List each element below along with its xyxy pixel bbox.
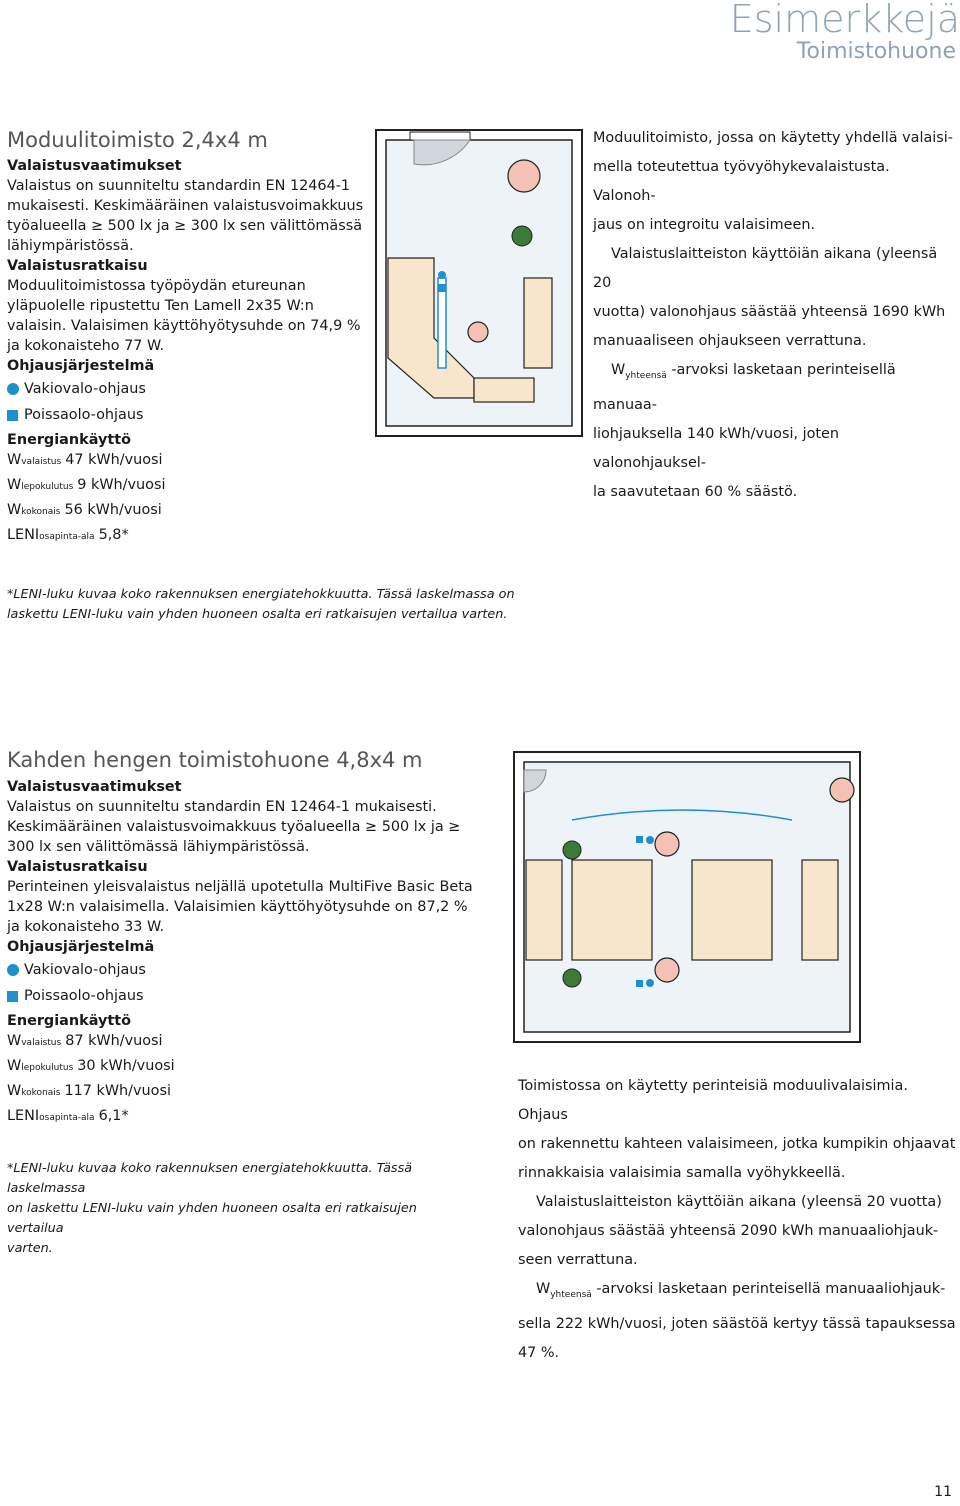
legend-label: Poissaolo-ohjaus [24,407,144,423]
legend-label: Vakiovalo-ohjaus [24,962,146,978]
desc-line: rinnakkaisia valaisimia samalla vyöhykkeellä. [518,1165,846,1181]
energy-subscript: osapinta-ala [39,1113,95,1123]
solution-line: Perinteinen yleisvalaistus neljällä upotetulla MultiFive Basic Beta [7,879,473,895]
legend-label: Poissaolo-ohjaus [24,988,144,1004]
desc-text: -arvoksi lasketaan perinteisellä manuaaliohjauk- [591,1281,946,1297]
desc-line: liohjauksella 140 kWh/vuosi, joten valonohjauksel- [593,425,840,471]
requirements-line: 300 lx sen välittömässä lähiympäristössä. [7,839,310,855]
desc-line: mella toteutettua työvyöhykevalaistusta. Valonoh- [593,159,890,204]
footnote-line: *LENI-luku kuvaa koko rakennuksen energiatehokkuutta. Tässä laskelmassa [7,1161,413,1196]
desc-symbol: W [536,1281,551,1297]
desc-line: Toimistossa on käytetty perinteisiä moduulivalaisimia. Ohjaus [518,1078,908,1123]
desc-line: Valaistuslaitteiston käyttöiän aikana (yleensä 20 [593,246,938,291]
energy-row [7,1106,487,1131]
energy-heading: Energiankäyttö [7,432,131,448]
section2-footnote [7,1159,477,1259]
requirements-line: Keskimääräinen valaistusvoimakkuus työalueella ≥ 500 lx ja ≥ [7,819,461,835]
energy-value: 87 kWh/vuosi [65,1033,163,1049]
energy-value: 9 kWh/vuosi [77,477,166,493]
page-header-subtitle: Toimistohuone [796,39,956,64]
desc-line: seen verrattuna. [518,1252,638,1268]
energy-subscript: valaistus [21,1038,62,1048]
desc-line: Valaistuslaitteiston käyttöiän aikana (yleensä 20 vuotta) [536,1194,942,1210]
energy-value: 5,8* [98,527,129,543]
legend-presence [7,402,367,428]
energy-value: 30 kWh/vuosi [77,1058,175,1074]
section2-text [7,777,487,1131]
legend-label: Vakiovalo-ohjaus [24,381,146,397]
solution-line: Moduulitoimistossa työpöydän etureunan [7,278,306,294]
energy-row [7,1031,487,1056]
desc-line: jaus on integroitu valaisimeen. [593,217,816,233]
legend-constant-light [7,957,487,983]
requirements-line: työalueella ≥ 500 lx ja ≥ 300 lx sen välittömässä [7,218,363,234]
desc-text: -arvoksi lasketaan perinteisellä manuaa- [593,362,896,413]
energy-value: 56 kWh/vuosi [64,502,162,518]
energy-subscript: lepokulutus [21,482,74,492]
energy-symbol: W [7,502,22,518]
energy-subscript: lepokulutus [21,1063,74,1073]
energy-symbol: W [7,452,22,468]
energy-symbol: W [7,477,22,493]
energy-subscript: kokonais [21,1088,61,1098]
blue-circle-icon [7,964,19,976]
section2-title: Kahden hengen toimistohuone 4,8x4 m [7,748,423,772]
solution-line: 1x28 W:n valaisimella. Valaisimien käyttöhyötysuhde on 87,2 % [7,899,468,915]
requirements-heading: Valaistusvaatimukset [7,779,182,795]
desc-line: manuaaliseen ohjaukseen verrattuna. [593,333,867,349]
energy-row [7,450,367,475]
solution-line: valaisin. Valaisimen käyttöhyötysuhde on 74,9 % [7,318,361,334]
section1-footnote [7,585,567,625]
desc-symbol: W [611,362,626,378]
desc-line: vuotta) valonohjaus säästää yhteensä 1690 kWh [593,304,946,320]
energy-subscript: valaistus [21,457,62,467]
desc-subscript: yhteensä [550,1289,592,1300]
requirements-line: Valaistus on suunniteltu standardin EN 12464-1 [7,178,351,194]
energy-heading: Energiankäyttö [7,1013,131,1029]
footnote-line: varten. [7,1241,53,1256]
floor-plan-two-person-office [512,750,868,1046]
energy-value: 117 kWh/vuosi [64,1083,171,1099]
control-heading: Ohjausjärjestelmä [7,939,155,955]
page-number: 11 [934,1484,952,1500]
desc-line: valonohjaus säästää yhteensä 2090 kWh manuaaliohjauk- [518,1223,939,1239]
desc-line: la saavutetaan 60 % säästö. [593,483,798,500]
footnote-line: *LENI-luku kuvaa koko rakennuksen energiatehokkuutta. Tässä laskelmassa on [7,587,515,602]
energy-value: 47 kWh/vuosi [65,452,163,468]
legend-constant-light [7,376,367,402]
energy-row [7,475,367,500]
requirements-line: lähiympäristössä. [7,238,134,254]
energy-row [7,1081,487,1106]
energy-symbol: LENI [7,1108,40,1124]
blue-circle-icon [7,383,19,395]
requirements-line: Valaistus on suunniteltu standardin EN 12464-1 mukaisesti. [7,799,437,815]
energy-value: 6,1* [98,1108,129,1124]
energy-row [7,1056,487,1081]
section2-description [518,1072,958,1368]
section1-title: Moduulitoimisto 2,4x4 m [7,128,268,152]
section1-text [7,156,367,550]
energy-symbol: LENI [7,527,40,543]
desc-line: 47 %. [518,1344,560,1361]
desc-line: sella 222 kWh/vuosi, joten säästöä kertyy tässä tapauksessa [518,1315,956,1332]
energy-symbol: W [7,1033,22,1049]
desc-line: Moduulitoimisto, jossa on käytetty yhdellä valaisi- [593,130,953,146]
footnote-line: on laskettu LENI-luku vain yhden huoneen osalta eri ratkaisujen vertailua [7,1201,417,1236]
legend-presence [7,983,487,1009]
requirements-line: mukaisesti. Keskimääräinen valaistusvoimakkuus [7,198,364,214]
solution-line: ja kokonaisteho 33 W. [7,919,165,935]
control-heading: Ohjausjärjestelmä [7,358,155,374]
desc-subscript: yhteensä [625,370,667,381]
blue-square-icon [7,410,18,421]
section1-description [593,124,953,507]
requirements-heading: Valaistusvaatimukset [7,158,182,174]
energy-symbol: W [7,1058,22,1074]
desc-line: on rakennettu kahteen valaisimeen, jotka kumpikin ohjaavat [518,1136,956,1152]
solution-line: yläpuolelle ripustettu Ten Lamell 2x35 W:n [7,298,314,314]
energy-subscript: kokonais [21,507,61,517]
energy-symbol: W [7,1083,22,1099]
page-header-title: Esimerkkejä [729,0,960,41]
desc-line [518,1275,958,1310]
solution-line: ja kokonaisteho 77 W. [7,338,165,354]
floor-plan-module-office [374,128,586,440]
desc-line [593,356,953,420]
energy-row [7,525,367,550]
solution-heading: Valaistusratkaisu [7,859,148,875]
blue-square-icon [7,991,18,1002]
energy-subscript: osapinta-ala [39,532,95,542]
footnote-line: laskettu LENI-luku vain yhden huoneen osalta eri ratkaisujen vertailua varten. [7,607,508,622]
energy-row [7,500,367,525]
solution-heading: Valaistusratkaisu [7,258,148,274]
